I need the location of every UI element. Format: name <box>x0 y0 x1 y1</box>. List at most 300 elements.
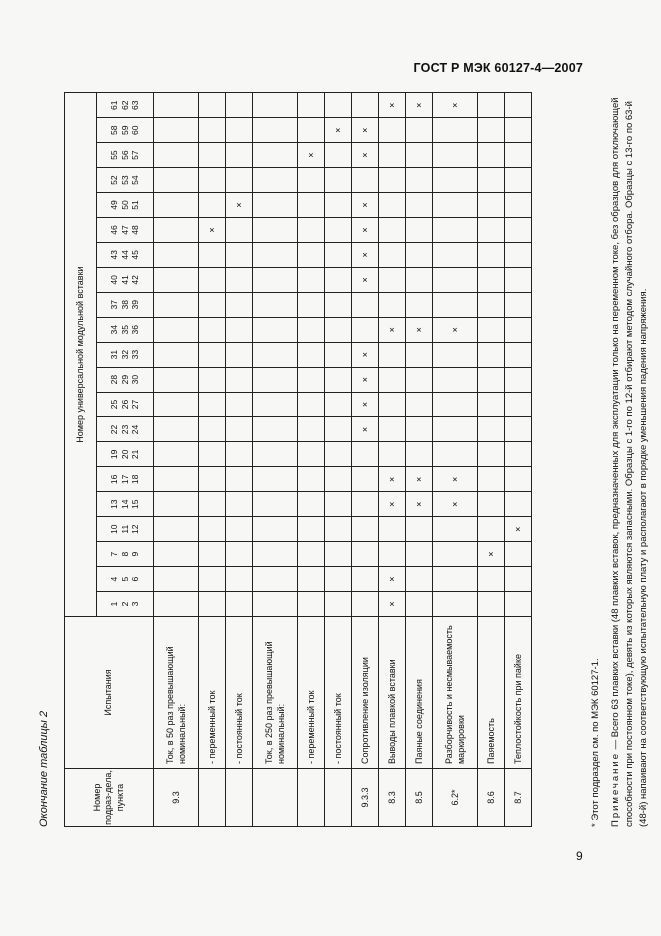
mark-cell <box>433 118 478 143</box>
group-number: 22 23 24 <box>97 417 154 442</box>
mark-cell <box>379 392 406 417</box>
table-row <box>226 93 253 827</box>
mark-cell <box>298 118 325 143</box>
mark-cell <box>199 467 226 492</box>
mark-cell: × <box>352 118 379 143</box>
mark-cell <box>199 242 226 267</box>
table-row <box>325 93 352 827</box>
mark-cell <box>154 267 199 292</box>
mark-cell: × <box>352 143 379 168</box>
mark-cell <box>154 542 199 567</box>
group-number: 1 2 3 <box>97 592 154 617</box>
mark-cell <box>379 168 406 193</box>
mark-cell <box>253 517 298 542</box>
mark-cell <box>253 292 298 317</box>
mark-cell <box>298 592 325 617</box>
test-cell: Ток, в 50 раз превышающий номинальный: <box>154 617 199 769</box>
mark-cell: × <box>352 242 379 267</box>
group-number: 40 41 42 <box>97 267 154 292</box>
mark-cell: × <box>352 392 379 417</box>
mark-cell <box>505 242 532 267</box>
mark-cell <box>433 567 478 592</box>
mark-cell <box>253 392 298 417</box>
mark-cell <box>406 242 433 267</box>
mark-cell <box>199 517 226 542</box>
mark-cell <box>352 317 379 342</box>
mark-cell <box>154 317 199 342</box>
mark-cell: × <box>298 143 325 168</box>
mark-cell <box>406 193 433 218</box>
table-row <box>433 93 478 827</box>
mark-cell <box>433 592 478 617</box>
mark-cell <box>154 442 199 467</box>
mark-cell: × <box>433 317 478 342</box>
section-cell <box>325 769 352 827</box>
mark-cell <box>154 592 199 617</box>
mark-cell <box>505 392 532 417</box>
test-cell: Разборчивость и несмываемость маркировки <box>433 617 478 769</box>
mark-cell <box>226 392 253 417</box>
rotated-table-page <box>38 93 649 827</box>
mark-cell <box>352 292 379 317</box>
table-row <box>478 93 505 827</box>
section-cell: 8.3 <box>379 769 406 827</box>
mark-cell <box>226 467 253 492</box>
mark-cell <box>433 542 478 567</box>
section-cell: 8.7 <box>505 769 532 827</box>
mark-cell <box>298 218 325 243</box>
mark-cell: × <box>433 492 478 517</box>
mark-cell <box>433 367 478 392</box>
mark-cell <box>433 242 478 267</box>
mark-cell <box>226 542 253 567</box>
group-number: 7 8 9 <box>97 542 154 567</box>
mark-cell <box>505 367 532 392</box>
mark-cell <box>352 93 379 118</box>
mark-cell <box>379 242 406 267</box>
table-row <box>352 93 379 827</box>
section-cell <box>253 769 298 827</box>
mark-cell <box>226 367 253 392</box>
mark-cell <box>379 367 406 392</box>
mark-cell: × <box>352 193 379 218</box>
mark-cell <box>478 168 505 193</box>
mark-cell: × <box>379 592 406 617</box>
mark-cell <box>325 143 352 168</box>
section-cell <box>199 769 226 827</box>
section-cell: 8.6 <box>478 769 505 827</box>
group-number: 46 47 48 <box>97 218 154 243</box>
mark-cell <box>325 292 352 317</box>
mark-cell <box>298 317 325 342</box>
mark-cell <box>298 392 325 417</box>
mark-cell <box>154 417 199 442</box>
mark-cell <box>154 517 199 542</box>
group-number: 58 59 60 <box>97 118 154 143</box>
mark-cell <box>199 143 226 168</box>
mark-cell <box>226 118 253 143</box>
mark-cell <box>406 218 433 243</box>
mark-cell <box>298 292 325 317</box>
mark-cell <box>406 567 433 592</box>
mark-cell <box>478 592 505 617</box>
mark-cell <box>478 442 505 467</box>
mark-cell <box>154 492 199 517</box>
mark-cell <box>325 193 352 218</box>
mark-cell <box>199 267 226 292</box>
footnote: * Этот подраздел см. по МЭК 60127-1. <box>590 658 601 827</box>
mark-cell <box>325 467 352 492</box>
mark-cell <box>352 168 379 193</box>
mark-cell <box>226 517 253 542</box>
mark-cell <box>379 143 406 168</box>
mark-cell <box>253 93 298 118</box>
test-cell: Теплостойкость при пайке <box>505 617 532 769</box>
mark-cell <box>325 93 352 118</box>
group-number: 28 29 30 <box>97 367 154 392</box>
mark-cell <box>478 467 505 492</box>
mark-cell <box>379 218 406 243</box>
mark-cell <box>505 292 532 317</box>
mark-cell <box>406 118 433 143</box>
test-cell: - переменный ток <box>199 617 226 769</box>
mark-cell <box>379 342 406 367</box>
mark-cell: × <box>352 342 379 367</box>
mark-cell <box>199 367 226 392</box>
mark-cell <box>325 492 352 517</box>
mark-cell <box>352 517 379 542</box>
table-row <box>154 93 199 827</box>
mark-cell <box>379 417 406 442</box>
mark-cell <box>226 93 253 118</box>
mark-cell <box>325 317 352 342</box>
mark-cell <box>406 143 433 168</box>
group-number: 25 26 27 <box>97 392 154 417</box>
mark-cell <box>406 342 433 367</box>
test-cell: Паяемость <box>478 617 505 769</box>
table-caption: Окончание таблицы 2 <box>38 710 50 827</box>
mark-cell: × <box>379 467 406 492</box>
mark-cell <box>226 143 253 168</box>
mark-cell <box>154 168 199 193</box>
mark-cell <box>154 367 199 392</box>
mark-cell <box>226 218 253 243</box>
test-cell: - постоянный ток <box>226 617 253 769</box>
mark-cell <box>478 317 505 342</box>
group-number: 19 20 21 <box>97 442 154 467</box>
mark-cell <box>406 592 433 617</box>
mark-cell <box>325 267 352 292</box>
table-row <box>406 93 433 827</box>
mark-cell <box>433 218 478 243</box>
mark-cell <box>253 242 298 267</box>
mark-cell <box>253 342 298 367</box>
mark-cell <box>433 292 478 317</box>
mark-cell <box>478 242 505 267</box>
group-number: 49 50 51 <box>97 193 154 218</box>
mark-cell: × <box>352 367 379 392</box>
mark-cell <box>154 467 199 492</box>
mark-cell <box>298 467 325 492</box>
mark-cell <box>154 292 199 317</box>
mark-cell <box>433 193 478 218</box>
mark-cell <box>298 193 325 218</box>
mark-cell <box>325 168 352 193</box>
mark-cell <box>325 592 352 617</box>
mark-cell: × <box>379 492 406 517</box>
mark-cell <box>379 292 406 317</box>
mark-cell <box>478 292 505 317</box>
section-cell <box>226 769 253 827</box>
mark-cell <box>433 267 478 292</box>
mark-cell <box>253 267 298 292</box>
mark-cell <box>478 492 505 517</box>
mark-cell <box>325 242 352 267</box>
mark-cell <box>253 317 298 342</box>
mark-cell <box>433 442 478 467</box>
mark-cell <box>298 242 325 267</box>
mark-cell <box>505 442 532 467</box>
mark-cell <box>505 93 532 118</box>
mark-cell <box>352 492 379 517</box>
group-number: 10 11 12 <box>97 517 154 542</box>
group-number: 4 5 6 <box>97 567 154 592</box>
mark-cell <box>505 417 532 442</box>
group-number: 52 53 54 <box>97 168 154 193</box>
mark-cell <box>505 592 532 617</box>
mark-cell <box>478 218 505 243</box>
mark-cell <box>433 143 478 168</box>
mark-cell <box>226 417 253 442</box>
test-cell: Сопротивление изоляции <box>352 617 379 769</box>
mark-cell <box>478 193 505 218</box>
test-cell: Ток, в 250 раз превышающий номинальный: <box>253 617 298 769</box>
mark-cell <box>298 492 325 517</box>
mark-cell <box>505 542 532 567</box>
group-number: 55 56 57 <box>97 143 154 168</box>
section-cell: 6.2* <box>433 769 478 827</box>
mark-cell <box>406 392 433 417</box>
mark-cell <box>505 492 532 517</box>
mark-cell <box>253 367 298 392</box>
mark-cell <box>433 517 478 542</box>
section-cell: 8.5 <box>406 769 433 827</box>
test-cell: - постоянный ток <box>325 617 352 769</box>
mark-cell <box>478 567 505 592</box>
table-row <box>298 93 325 827</box>
mark-cell: × <box>406 93 433 118</box>
mark-cell <box>226 442 253 467</box>
mark-cell <box>154 567 199 592</box>
note-label: Примечание <box>610 752 621 827</box>
group-number: 43 44 45 <box>97 242 154 267</box>
page-number: 9 <box>576 849 583 863</box>
note <box>609 93 651 827</box>
mark-cell: × <box>379 567 406 592</box>
notes-block <box>589 93 657 827</box>
mark-cell <box>154 193 199 218</box>
mark-cell <box>298 267 325 292</box>
mark-cell <box>406 367 433 392</box>
mark-cell <box>253 592 298 617</box>
mark-cell <box>154 93 199 118</box>
mark-cell <box>226 168 253 193</box>
mark-cell <box>325 442 352 467</box>
col-tests-header: Испытания <box>65 617 154 769</box>
test-cell: - переменный ток <box>298 617 325 769</box>
mark-cell <box>226 242 253 267</box>
mark-cell: × <box>406 492 433 517</box>
mark-cell <box>226 342 253 367</box>
mark-cell <box>298 93 325 118</box>
mark-cell <box>505 118 532 143</box>
mark-cell <box>325 517 352 542</box>
mark-cell <box>253 143 298 168</box>
mark-cell <box>253 118 298 143</box>
mark-cell <box>325 542 352 567</box>
mark-cell <box>478 267 505 292</box>
mark-cell <box>226 267 253 292</box>
mark-cell <box>199 442 226 467</box>
mark-cell <box>298 417 325 442</box>
mark-cell <box>253 218 298 243</box>
mark-cell <box>298 542 325 567</box>
mark-cell <box>433 392 478 417</box>
mark-cell <box>352 442 379 467</box>
group-number: 16 17 18 <box>97 467 154 492</box>
mark-cell <box>154 342 199 367</box>
group-number: 37 38 39 <box>97 292 154 317</box>
mark-cell: × <box>433 93 478 118</box>
mark-cell <box>478 143 505 168</box>
section-cell <box>298 769 325 827</box>
mark-cell <box>199 492 226 517</box>
mark-cell <box>199 542 226 567</box>
mark-cell <box>478 342 505 367</box>
mark-cell <box>154 242 199 267</box>
mark-cell <box>406 267 433 292</box>
table-row <box>253 93 298 827</box>
mark-cell: × <box>379 317 406 342</box>
mark-cell: × <box>352 218 379 243</box>
mark-cell <box>505 143 532 168</box>
mark-cell <box>379 267 406 292</box>
mark-cell <box>154 143 199 168</box>
mark-cell: × <box>379 93 406 118</box>
mark-cell <box>406 542 433 567</box>
mark-cell <box>352 467 379 492</box>
mark-cell <box>199 292 226 317</box>
mark-cell <box>505 467 532 492</box>
document-header: ГОСТ Р МЭК 60127-4—2007 <box>413 61 583 75</box>
mark-cell <box>199 317 226 342</box>
section-cell: 9.3 <box>154 769 199 827</box>
mark-cell <box>298 517 325 542</box>
mark-cell <box>199 118 226 143</box>
mark-cell <box>505 267 532 292</box>
mark-cell <box>433 168 478 193</box>
mark-cell <box>199 392 226 417</box>
mark-cell <box>199 592 226 617</box>
mark-cell: × <box>406 317 433 342</box>
group-number: 34 35 36 <box>97 317 154 342</box>
table-row <box>505 93 532 827</box>
mark-cell <box>325 342 352 367</box>
table-row <box>199 93 226 827</box>
note-text: — Всего 63 плавких вставки (48 плавких вставок, предназначенных для эксплуатации только на переменном токе, без образцов для отключающей способности при постоянном токе), девять из которых являются запасными. Образцы с 1-го по 12-й отбирают методом случайного отбора. Образцы с 13-го по 63-й (48-й) напаивают на соответствующую испытательную плату и располагают в порядке уменьшения падения напряжения. <box>610 97 649 827</box>
mark-cell <box>325 567 352 592</box>
group-number: 61 62 63 <box>97 93 154 118</box>
mark-cell <box>199 417 226 442</box>
mark-cell <box>379 517 406 542</box>
mark-cell: × <box>433 467 478 492</box>
mark-cell <box>253 442 298 467</box>
mark-cell <box>325 417 352 442</box>
tests-table <box>64 92 532 827</box>
mark-cell <box>352 542 379 567</box>
group-number: 13 14 15 <box>97 492 154 517</box>
mark-cell <box>325 367 352 392</box>
mark-cell <box>199 168 226 193</box>
mark-cell <box>226 592 253 617</box>
mark-cell <box>379 118 406 143</box>
mark-cell <box>226 292 253 317</box>
mark-cell <box>352 567 379 592</box>
mark-cell <box>226 492 253 517</box>
mark-cell <box>325 218 352 243</box>
mark-cell <box>298 168 325 193</box>
mark-cell <box>154 392 199 417</box>
mark-cell <box>298 442 325 467</box>
mark-cell <box>253 168 298 193</box>
col-group-header: Номер универсальной модульной вставки <box>65 93 97 617</box>
mark-cell: × <box>478 542 505 567</box>
mark-cell <box>478 417 505 442</box>
mark-cell <box>433 417 478 442</box>
mark-cell <box>478 93 505 118</box>
group-number: 31 32 33 <box>97 342 154 367</box>
mark-cell <box>253 467 298 492</box>
mark-cell <box>406 168 433 193</box>
mark-cell <box>253 567 298 592</box>
mark-cell <box>253 542 298 567</box>
mark-cell <box>379 542 406 567</box>
mark-cell <box>505 218 532 243</box>
mark-cell <box>154 118 199 143</box>
mark-cell <box>199 93 226 118</box>
mark-cell <box>406 292 433 317</box>
mark-cell <box>298 367 325 392</box>
section-cell: 9.3.3 <box>352 769 379 827</box>
mark-cell <box>199 567 226 592</box>
mark-cell: × <box>226 193 253 218</box>
table-body <box>154 93 532 827</box>
mark-cell <box>505 342 532 367</box>
mark-cell: × <box>352 267 379 292</box>
mark-cell <box>478 367 505 392</box>
mark-cell <box>478 392 505 417</box>
table-row <box>379 93 406 827</box>
mark-cell <box>352 592 379 617</box>
mark-cell: × <box>406 467 433 492</box>
mark-cell <box>379 193 406 218</box>
mark-cell <box>505 317 532 342</box>
test-cell: Паяные соединения <box>406 617 433 769</box>
mark-cell <box>253 417 298 442</box>
mark-cell <box>298 342 325 367</box>
mark-cell <box>325 392 352 417</box>
mark-cell <box>199 342 226 367</box>
